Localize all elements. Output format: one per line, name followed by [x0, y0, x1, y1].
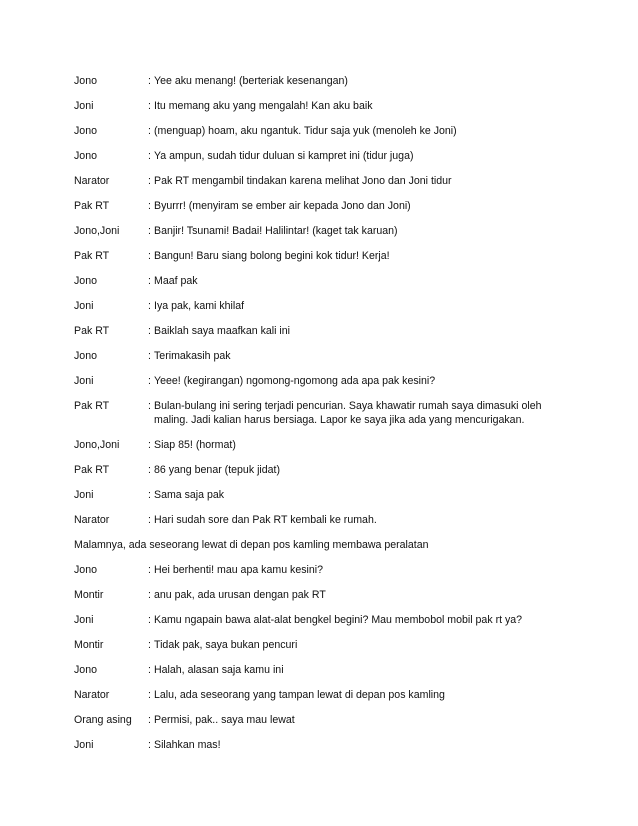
dialogue-text: Lalu, ada seseorang yang tampan lewat di depan pos kamling	[154, 689, 445, 701]
speaker-name: Orang asing	[74, 714, 132, 726]
speaker-name: Jono	[74, 350, 97, 362]
colon-separator: :	[148, 439, 151, 451]
dialogue-text: Baiklah saya maafkan kali ini	[154, 325, 291, 337]
colon-separator: :	[148, 225, 151, 237]
colon-separator: :	[148, 150, 151, 162]
speaker-name: Joni	[74, 375, 94, 387]
speaker-name: Narator	[74, 514, 110, 526]
speaker-name: Joni	[74, 300, 94, 312]
dialogue-text: Byurrr! (menyiram se ember air kepada Jono dan Joni)	[154, 200, 411, 212]
speaker-name: Narator	[74, 175, 110, 187]
dialogue-row	[74, 588, 574, 602]
dialogue-row	[74, 399, 574, 427]
dialogue-text: Halah, alasan saja kamu ini	[154, 664, 284, 676]
dialogue-text: Kamu ngapain bawa alat-alat bengkel begini? Mau membobol mobil pak rt ya?	[154, 614, 523, 626]
colon-separator: :	[148, 689, 151, 701]
colon-separator: :	[148, 125, 151, 137]
dialogue-text: Banjir! Tsunami! Badai! Halilintar! (kaget tak karuan)	[154, 225, 398, 237]
colon-separator: :	[148, 275, 151, 287]
colon-separator: :	[148, 350, 151, 362]
speaker-name: Jono	[74, 564, 97, 576]
speaker-name: Jono	[74, 125, 97, 137]
speaker-name: Jono	[74, 75, 97, 87]
dialogue-text: Pak RT mengambil tindakan karena melihat Jono dan Joni tidur	[154, 175, 452, 187]
dialogue-text: Sama saja pak	[154, 489, 225, 501]
dialogue-row	[74, 274, 574, 288]
dialogue-row	[74, 713, 574, 727]
dialogue-row	[74, 688, 574, 702]
colon-separator: :	[148, 400, 151, 412]
colon-separator: :	[148, 75, 151, 87]
narration-text: Malamnya, ada seseorang lewat di depan pos kamling membawa peralatan	[74, 539, 429, 551]
colon-separator: :	[148, 639, 151, 651]
speaker-name: Joni	[74, 739, 94, 751]
speaker-name: Pak RT	[74, 250, 110, 262]
colon-separator: :	[148, 714, 151, 726]
speaker-name: Jono,Joni	[74, 439, 120, 451]
speaker-name: Joni	[74, 100, 94, 112]
dialogue-text: 86 yang benar (tepuk jidat)	[154, 464, 281, 476]
colon-separator: :	[148, 589, 151, 601]
dialogue-row	[74, 149, 574, 163]
speaker-name: Jono	[74, 150, 97, 162]
dialogue-text: anu pak, ada urusan dengan pak RT	[154, 589, 326, 601]
dialogue-text: Tidak pak, saya bukan pencuri	[154, 639, 298, 651]
colon-separator: :	[148, 375, 151, 387]
dialogue-row	[74, 374, 574, 388]
colon-separator: :	[148, 250, 151, 262]
colon-separator: :	[148, 664, 151, 676]
dialogue-row	[74, 438, 574, 452]
speaker-name: Pak RT	[74, 400, 110, 412]
dialogue-row	[74, 199, 574, 213]
speaker-name: Joni	[74, 489, 94, 501]
speaker-name: Joni	[74, 614, 94, 626]
dialogue-text: Ya ampun, sudah tidur duluan si kampret ini (tidur juga)	[154, 150, 414, 162]
dialogue-text: Bangun! Baru siang bolong begini kok tidur! Kerja!	[154, 250, 390, 262]
dialogue-row	[74, 174, 574, 188]
speaker-name: Montir	[74, 639, 104, 651]
dialogue-text: Terimakasih pak	[154, 350, 231, 362]
dialogue-row	[74, 324, 574, 338]
dialogue-text: Itu memang aku yang mengalah! Kan aku baik	[154, 100, 373, 112]
speaker-name: Jono,Joni	[74, 225, 120, 237]
colon-separator: :	[148, 514, 151, 526]
speaker-name: Montir	[74, 589, 104, 601]
dialogue-text: Hei berhenti! mau apa kamu kesini?	[154, 564, 324, 576]
dialogue-row	[74, 349, 574, 363]
colon-separator: :	[148, 464, 151, 476]
colon-separator: :	[148, 200, 151, 212]
dialogue-text: Hari sudah sore dan Pak RT kembali ke rumah.	[154, 514, 377, 526]
dialogue-row	[74, 299, 574, 313]
dialogue-row	[74, 224, 574, 238]
speaker-name: Jono	[74, 664, 97, 676]
colon-separator: :	[148, 325, 151, 337]
colon-separator: :	[148, 614, 151, 626]
speaker-name: Pak RT	[74, 200, 110, 212]
dialogue-row	[74, 638, 574, 652]
speaker-name: Pak RT	[74, 325, 110, 337]
dialogue-row	[74, 663, 574, 677]
dialogue-text: Bulan-bulang ini sering terjadi pencurian. Saya khawatir rumah saya dimasuki oleh maling. Jadi kalian harus bersiaga. Lapor ke saya jika ada yang mencurigakan.	[154, 400, 542, 426]
dialogue-text: Siap 85! (hormat)	[154, 439, 236, 451]
dialogue-row	[74, 488, 574, 502]
dialogue-text: Yee aku menang! (berteriak kesenangan)	[154, 75, 348, 87]
dialogue-row	[74, 613, 574, 627]
dialogue-text: Yeee! (kegirangan) ngomong-ngomong ada apa pak kesini?	[154, 375, 436, 387]
dialogue-row	[74, 99, 574, 113]
dialogue-text: Iya pak, kami khilaf	[154, 300, 245, 312]
colon-separator: :	[148, 564, 151, 576]
colon-separator: :	[148, 300, 151, 312]
dialogue-text: Silahkan mas!	[154, 739, 221, 751]
dialogue-text: Permisi, pak.. saya mau lewat	[154, 714, 295, 726]
dialogue-row	[74, 563, 574, 577]
speaker-name: Narator	[74, 689, 110, 701]
dialogue-row	[74, 513, 574, 527]
dialogue-row	[74, 124, 574, 138]
dialogue-script	[74, 74, 574, 763]
dialogue-text: Maaf pak	[154, 275, 198, 287]
dialogue-text: (menguap) hoam, aku ngantuk. Tidur saja yuk (menoleh ke Joni)	[154, 125, 457, 137]
speaker-name: Jono	[74, 275, 97, 287]
narration-row	[74, 538, 574, 552]
speaker-name: Pak RT	[74, 464, 110, 476]
dialogue-row	[74, 463, 574, 477]
colon-separator: :	[148, 489, 151, 501]
colon-separator: :	[148, 100, 151, 112]
colon-separator: :	[148, 175, 151, 187]
dialogue-row	[74, 738, 574, 752]
dialogue-row	[74, 249, 574, 263]
colon-separator: :	[148, 739, 151, 751]
dialogue-row	[74, 74, 574, 88]
